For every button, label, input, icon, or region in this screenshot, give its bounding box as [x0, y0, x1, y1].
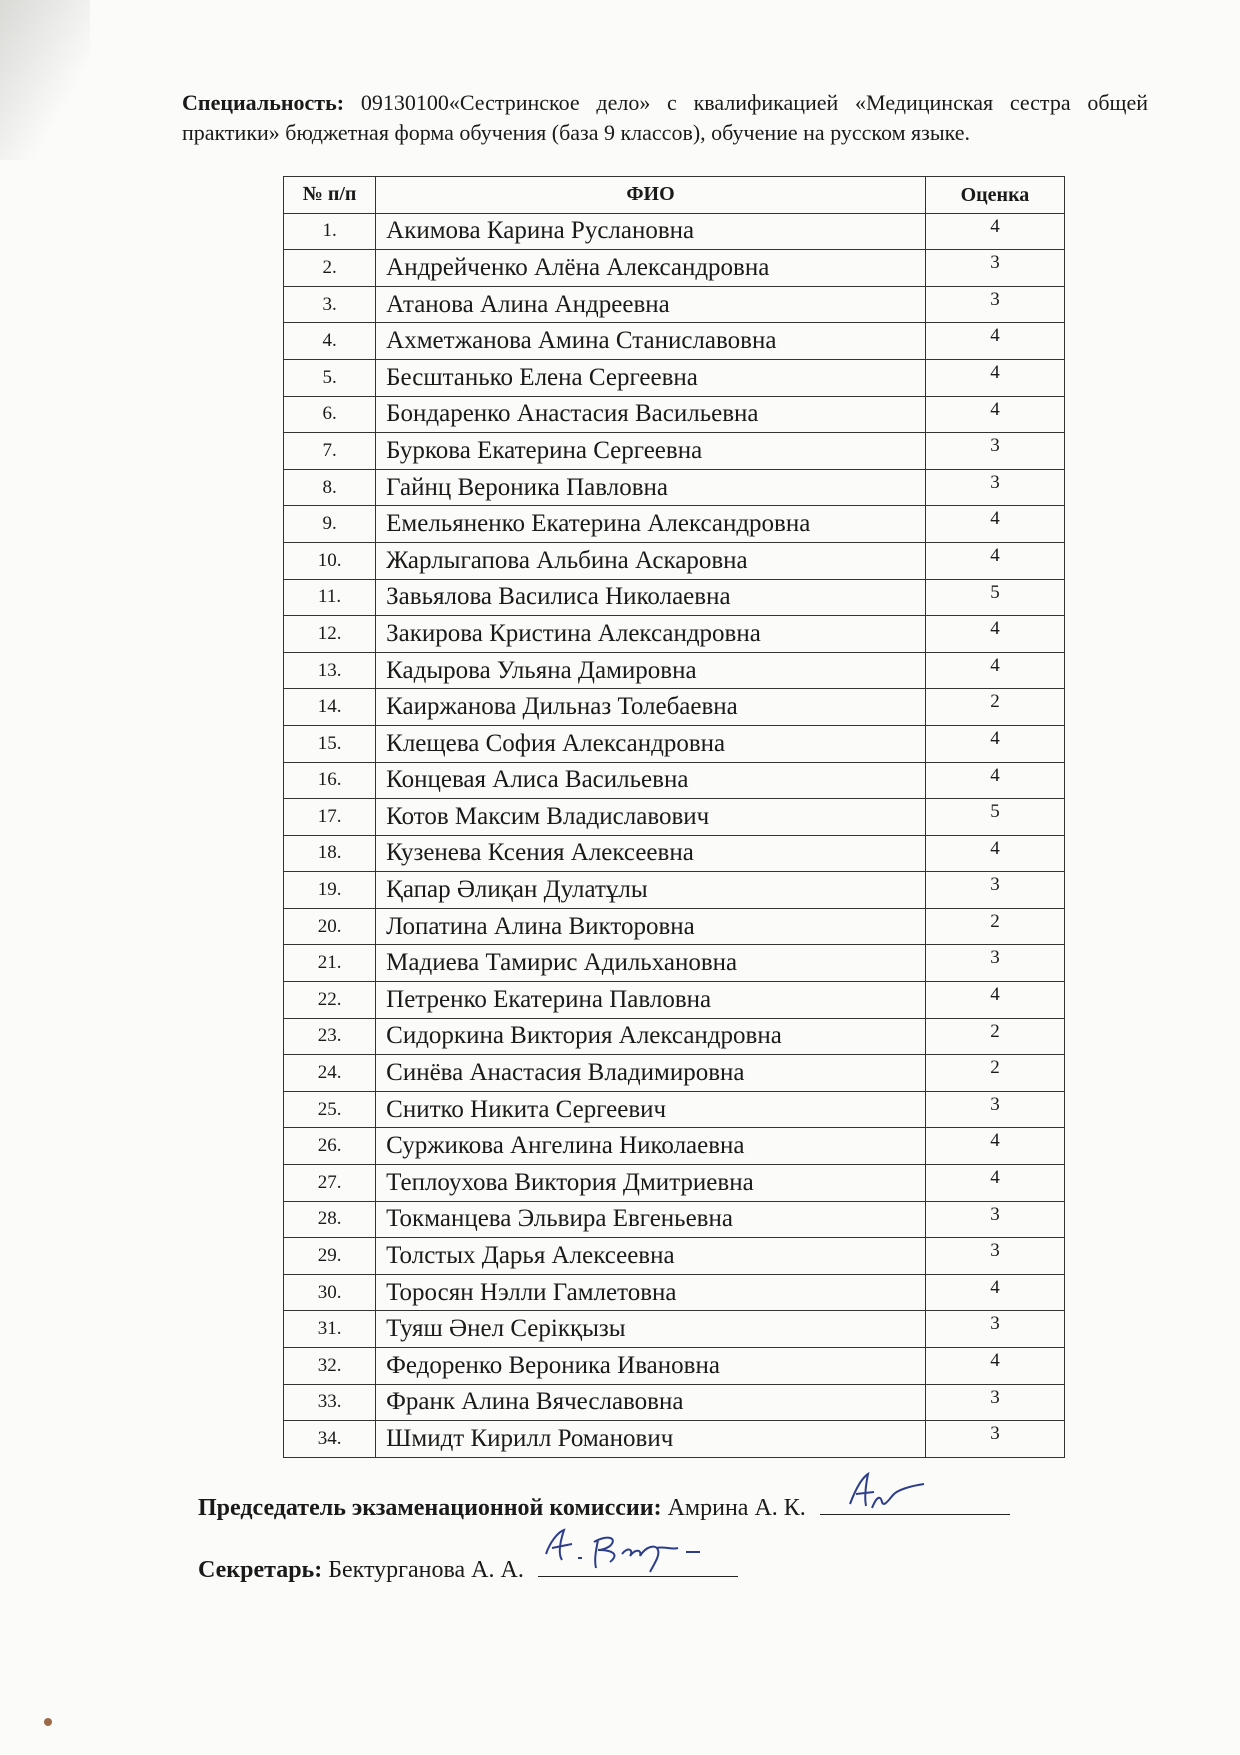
student-grade: 3: [925, 872, 1064, 909]
row-number: 27.: [284, 1165, 376, 1202]
secretary-name: Бектурганова А. А.: [328, 1557, 524, 1583]
table-row: [284, 286, 1065, 323]
student-grade: 4: [925, 359, 1064, 396]
secretary-signature-field: [538, 1556, 738, 1577]
student-name: Синёва Анастасия Владимировна: [376, 1055, 926, 1092]
folded-corner-shadow: [0, 0, 90, 160]
student-grade: 4: [925, 213, 1064, 250]
row-number: 32.: [284, 1348, 376, 1385]
row-number: 19.: [284, 872, 376, 909]
table-row: [284, 213, 1065, 250]
row-number: 4.: [284, 323, 376, 360]
row-number: 24.: [284, 1055, 376, 1092]
specialty-paragraph: [182, 88, 1148, 148]
student-name: Емельяненко Екатерина Александровна: [376, 506, 926, 543]
table-row: [284, 1348, 1065, 1385]
chair-name: Амрина А. К.: [667, 1495, 806, 1521]
student-grade: 5: [925, 579, 1064, 616]
student-grade: 4: [925, 762, 1064, 799]
table-row: [284, 652, 1065, 689]
row-number: 3.: [284, 286, 376, 323]
row-number: 9.: [284, 506, 376, 543]
student-name: Концевая Алиса Васильевна: [376, 762, 926, 799]
table-row: [284, 1238, 1065, 1275]
row-number: 1.: [284, 213, 376, 250]
chair-signature-line: [198, 1494, 1010, 1522]
table-row: [284, 1091, 1065, 1128]
table-row: [284, 250, 1065, 287]
table-row: [284, 1384, 1065, 1421]
table-row: [284, 1201, 1065, 1238]
student-name: Сидоркина Виктория Александровна: [376, 1018, 926, 1055]
row-number: 15.: [284, 725, 376, 762]
student-grade: 2: [925, 689, 1064, 726]
row-number: 12.: [284, 616, 376, 653]
student-name: Теплоухова Виктория Дмитриевна: [376, 1165, 926, 1202]
student-name: Петренко Екатерина Павловна: [376, 982, 926, 1019]
row-number: 33.: [284, 1384, 376, 1421]
row-number: 11.: [284, 579, 376, 616]
student-grade: 3: [925, 1238, 1064, 1275]
student-name: Шмидт Кирилл Романович: [376, 1421, 926, 1458]
student-name: Гайнц Вероника Павловна: [376, 469, 926, 506]
specialty-text: 09130100«Сестринское дело» с квалификацией «Медицинская сестра общей практики» бюджетная форма обучения (база 9 классов), обучение на русском языке.: [182, 90, 1149, 145]
row-number: 20.: [284, 908, 376, 945]
student-name: Бондаренко Анастасия Васильевна: [376, 396, 926, 433]
row-number: 10.: [284, 542, 376, 579]
table-row: [284, 872, 1065, 909]
student-grade: 4: [925, 323, 1064, 360]
student-grade: 4: [925, 396, 1064, 433]
student-grade: 3: [925, 945, 1064, 982]
student-grade: 5: [925, 799, 1064, 836]
row-number: 25.: [284, 1091, 376, 1128]
student-name: Токманцева Эльвира Евгеньевна: [376, 1201, 926, 1238]
student-name: Буркова Екатерина Сергеевна: [376, 433, 926, 470]
row-number: 6.: [284, 396, 376, 433]
student-grade: 3: [925, 469, 1064, 506]
row-number: 28.: [284, 1201, 376, 1238]
student-grade: 4: [925, 725, 1064, 762]
student-name: Акимова Карина Руслановна: [376, 213, 926, 250]
student-grade: 4: [925, 1165, 1064, 1202]
row-number: 18.: [284, 835, 376, 872]
student-name: Каиржанова Дильназ Толебаевна: [376, 689, 926, 726]
student-grade: 4: [925, 616, 1064, 653]
student-grade: 4: [925, 1128, 1064, 1165]
student-name: Суржикова Ангелина Николаевна: [376, 1128, 926, 1165]
header-grade: Оценка: [925, 177, 1064, 214]
table-row: [284, 835, 1065, 872]
student-name: Федоренко Вероника Ивановна: [376, 1348, 926, 1385]
student-name: Толстых Дарья Алексеевна: [376, 1238, 926, 1275]
student-grade: 3: [925, 250, 1064, 287]
row-number: 26.: [284, 1128, 376, 1165]
grades-table: [283, 176, 1065, 1458]
student-grade: 4: [925, 542, 1064, 579]
table-row: [284, 433, 1065, 470]
table-row: [284, 1018, 1065, 1055]
chair-signature-field: [820, 1494, 1010, 1515]
table-row: [284, 323, 1065, 360]
row-number: 5.: [284, 359, 376, 396]
grades-table-body: [284, 213, 1065, 1457]
student-name: Лопатина Алина Викторовна: [376, 908, 926, 945]
student-grade: 2: [925, 908, 1064, 945]
table-row: [284, 469, 1065, 506]
student-grade: 3: [925, 1384, 1064, 1421]
secretary-signature-icon: [538, 1520, 738, 1580]
table-row: [284, 1128, 1065, 1165]
header-number: № п/п: [284, 177, 376, 214]
row-number: 2.: [284, 250, 376, 287]
row-number: 14.: [284, 689, 376, 726]
student-grade: 4: [925, 982, 1064, 1019]
student-name: Мадиева Тамирис Адильхановна: [376, 945, 926, 982]
student-grade: 3: [925, 1201, 1064, 1238]
student-name: Закирова Кристина Александровна: [376, 616, 926, 653]
student-name: Клещева София Александровна: [376, 725, 926, 762]
student-name: Ахметжанова Амина Станиславовна: [376, 323, 926, 360]
row-number: 8.: [284, 469, 376, 506]
student-grade: 3: [925, 286, 1064, 323]
student-grade: 4: [925, 506, 1064, 543]
row-number: 7.: [284, 433, 376, 470]
table-row: [284, 1274, 1065, 1311]
student-grade: 4: [925, 1274, 1064, 1311]
table-row: [284, 1055, 1065, 1092]
student-name: Андрейченко Алёна Александровна: [376, 250, 926, 287]
student-grade: 4: [925, 835, 1064, 872]
student-name: Атанова Алина Андреевна: [376, 286, 926, 323]
student-grade: 3: [925, 1311, 1064, 1348]
header-name: ФИО: [376, 177, 926, 214]
student-name: Снитко Никита Сергеевич: [376, 1091, 926, 1128]
table-row: [284, 945, 1065, 982]
student-name: Кадырова Ульяна Дамировна: [376, 652, 926, 689]
student-name: Қапар Әлиқан Дулатұлы: [376, 872, 926, 909]
row-number: 21.: [284, 945, 376, 982]
row-number: 23.: [284, 1018, 376, 1055]
student-name: Кузенева Ксения Алексеевна: [376, 835, 926, 872]
table-row: [284, 762, 1065, 799]
student-grade: 3: [925, 1421, 1064, 1458]
table-row: [284, 396, 1065, 433]
row-number: 29.: [284, 1238, 376, 1275]
row-number: 34.: [284, 1421, 376, 1458]
row-number: 30.: [284, 1274, 376, 1311]
table-row: [284, 725, 1065, 762]
table-row: [284, 359, 1065, 396]
table-row: [284, 908, 1065, 945]
secretary-label: Секретарь:: [198, 1557, 323, 1583]
student-name: Завьялова Василиса Николаевна: [376, 579, 926, 616]
student-name: Туяш Әнел Серікқызы: [376, 1311, 926, 1348]
student-grade: 4: [925, 1348, 1064, 1385]
row-number: 17.: [284, 799, 376, 836]
paper-speck: [44, 1718, 52, 1726]
specialty-label: Специальность:: [182, 90, 345, 115]
student-name: Франк Алина Вячеславовна: [376, 1384, 926, 1421]
table-row: [284, 506, 1065, 543]
table-row: [284, 542, 1065, 579]
table-row: [284, 1165, 1065, 1202]
table-row: [284, 579, 1065, 616]
chair-signature-icon: [820, 1468, 930, 1518]
student-grade: 3: [925, 433, 1064, 470]
student-grade: 2: [925, 1055, 1064, 1092]
table-row: [284, 1311, 1065, 1348]
row-number: 13.: [284, 652, 376, 689]
student-name: Торосян Нэлли Гамлетовна: [376, 1274, 926, 1311]
table-header-row: [284, 177, 1065, 214]
secretary-signature-line: [198, 1556, 738, 1584]
table-row: [284, 799, 1065, 836]
table-row: [284, 1421, 1065, 1458]
student-name: Жарлыгапова Альбина Аскаровна: [376, 542, 926, 579]
student-name: Котов Максим Владиславович: [376, 799, 926, 836]
chair-label: Председатель экзаменационной комиссии:: [198, 1495, 662, 1521]
student-name: Бесштанько Елена Сергеевна: [376, 359, 926, 396]
table-row: [284, 616, 1065, 653]
row-number: 22.: [284, 982, 376, 1019]
row-number: 31.: [284, 1311, 376, 1348]
student-grade: 4: [925, 652, 1064, 689]
row-number: 16.: [284, 762, 376, 799]
table-row: [284, 689, 1065, 726]
student-grade: 3: [925, 1091, 1064, 1128]
student-grade: 2: [925, 1018, 1064, 1055]
table-row: [284, 982, 1065, 1019]
